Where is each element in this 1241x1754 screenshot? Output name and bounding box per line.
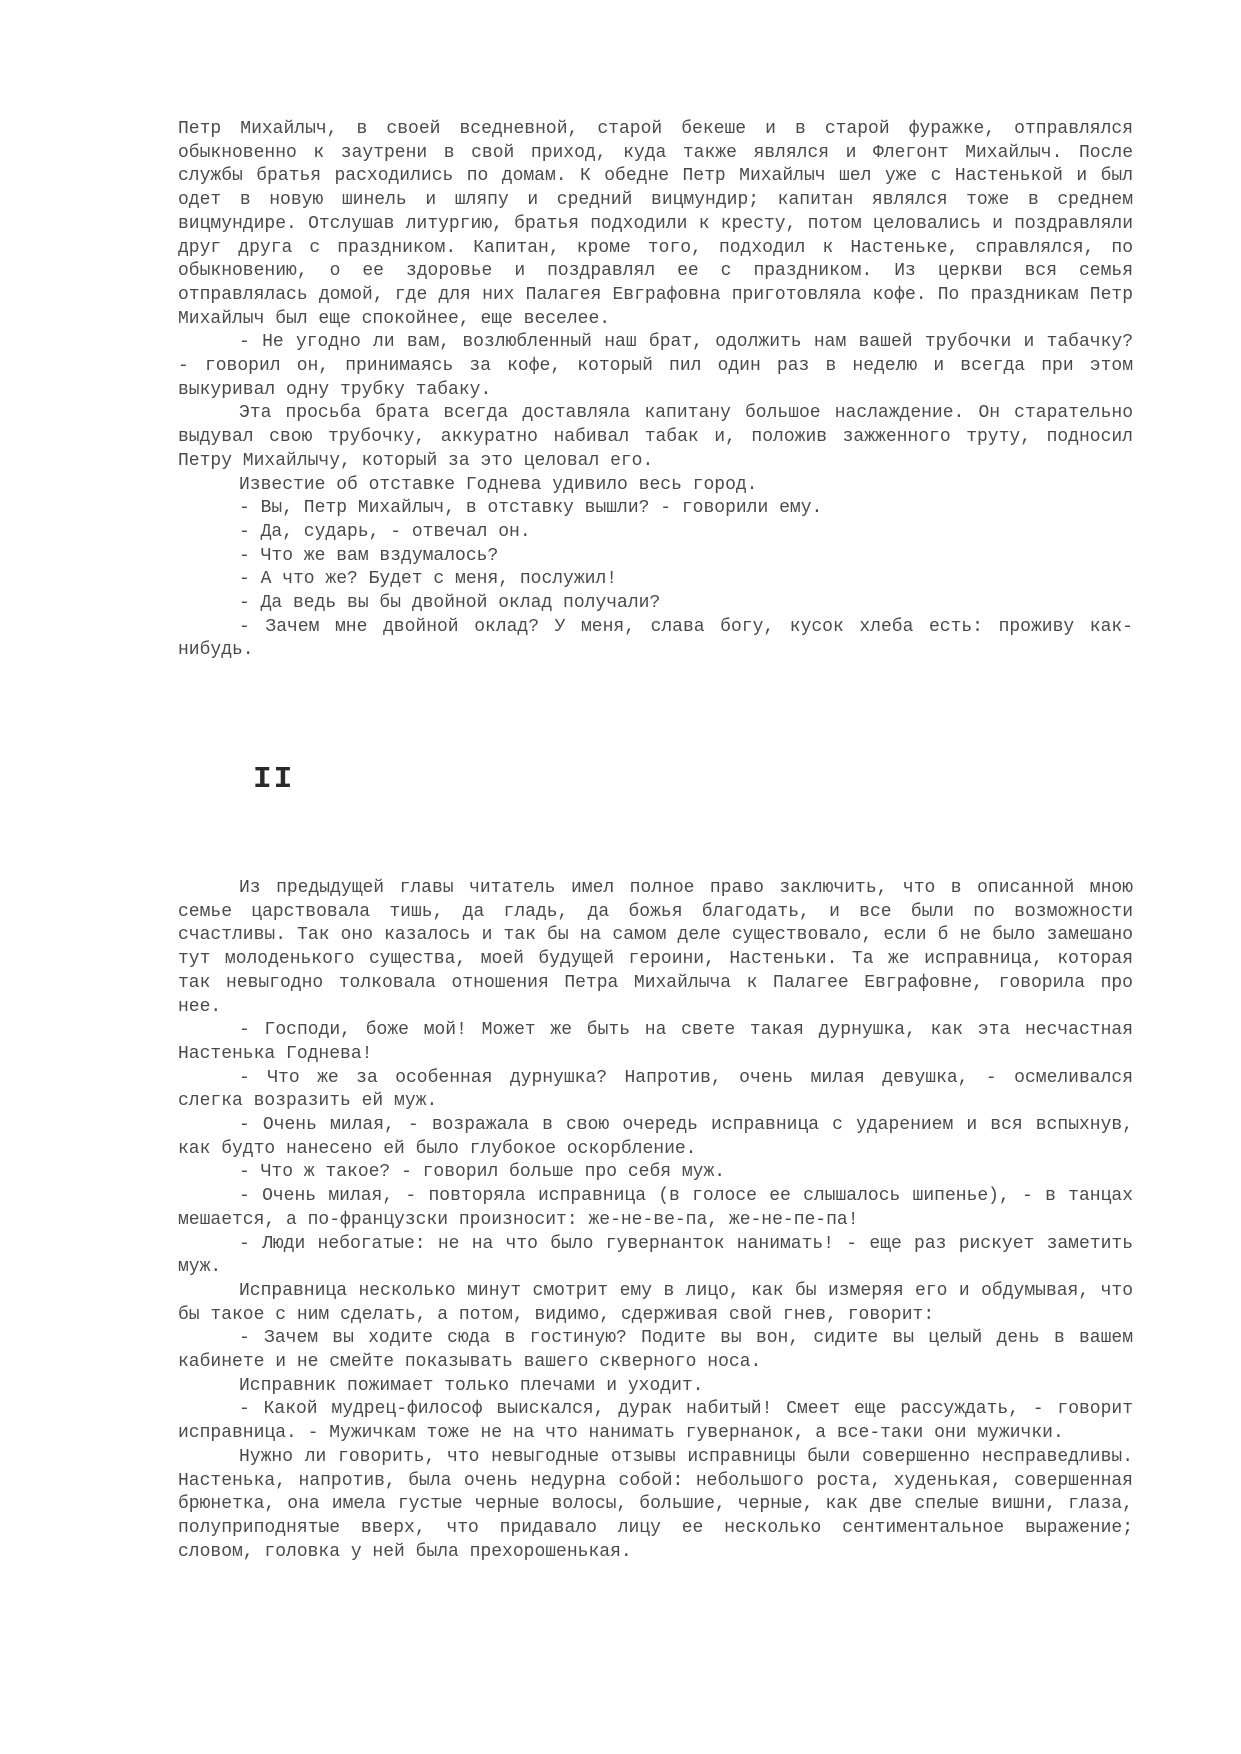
paragraph: - Зачем вы ходите сюда в гостиную? Подите вы вон, сидите вы целый день в вашем кабинете и не смейте показывать вашего скверного носа.: [178, 1328, 1133, 1373]
paragraph: Известие об отставке Годнева удивило весь город.: [239, 474, 758, 495]
paragraph: - Что же за особенная дурнушка? Напротив, очень милая девушка, - осмеливался слегка возразить ей муж.: [178, 1067, 1133, 1112]
paragraph: - Что ж такое? - говорил больше про себя муж.: [239, 1162, 726, 1183]
paragraph: Исправница несколько минут смотрит ему в лицо, как бы измеряя его и обдумывая, что бы такое с ним сделать, а потом, видимо, сдерживая свой гнев, говорит:: [178, 1280, 1133, 1325]
paragraph: - Не угодно ли вам, возлюбленный наш брат, одолжить нам вашей трубочки и табачку? - говорил он, принимаясь за кофе, который пил один раз в неделю и всегда при этом выкуривал одну трубку табаку.: [178, 332, 1133, 400]
chapter-two-body: [178, 877, 1133, 1564]
paragraph: - А что же? Будет с меня, послужил!: [239, 569, 618, 590]
paragraph: - Очень милая, - возражала в свою очередь исправница с ударением и вся вспыхнув, как будто нанесено ей было глубокое оскорбление.: [178, 1115, 1133, 1159]
paragraph: Петр Михайлыч, в своей вседневной, старой бекеше и в старой фуражке, отправлялся обыкновенно к заутрени в свой приход, куда также являлся и Флегонт Михайлыч. После службы братья расходились по домам. К обедне Петр Михайлыч шел уже с Настенькой и был одет в новую шинель и шляпу и средний вицмундир; капитан являлся тоже в среднем вицмундире. Отслушав литургию, братья подходили к кресту, потом целовались и поздравляли друг друга с праздником. Капитан, кроме того, подходил к Настеньке, справлялся, по обыкновению, о ее здоровье и поздравлял ее с праздником. Из церкви вся семья отправлялась домой, где для них Палагея Евграфовна приготовляла кофе. По праздникам Петр Михайлыч был еще спокойнее, еще веселее.: [178, 119, 1133, 329]
paragraph: - Зачем мне двойной оклад? У меня, слава богу, кусок хлеба есть: проживу как-нибудь.: [178, 616, 1133, 661]
paragraph: Нужно ли говорить, что невыгодные отзывы исправницы были совершенно несправедливы. Настенька, напротив, была очень недурна собой: небольшого роста, худенькая, совершенная брюнетка, она имела густые черные волосы, большие, черные, как две спелые вишни, глаза, полуприподнятые вверх, что придавало лицу ее несколько сентиментальное выражение; словом, головка у ней была прехорошенькая.: [178, 1446, 1133, 1562]
paragraph: Эта просьба брата всегда доставляла капитану большое наслаждение. Он старательно выдувал свою трубочку, аккуратно набивал табак и, положив зажженного труту, подносил Петру Михайлычу, который за это целовал его.: [178, 403, 1133, 471]
paragraph: - Какой мудрец-философ выискался, дурак набитый! Смеет еще рассуждать, - говорит исправница. - Мужичкам тоже не на что нанимать гувернанок, а все-таки они мужички.: [178, 1399, 1133, 1444]
paragraph: Исправник пожимает только плечами и уходит.: [239, 1375, 704, 1396]
paragraph: Из предыдущей главы читатель имел полное право заключить, что в описанной мною семье царствовала тишь, да гладь, да божья благодать, и все были по возможности счастливы. Так оно казалось и так бы на самом деле существовало, если б не было замешано тут молоденького существа, моей будущей героини, Настеньки. Та же исправница, которая так невыгодно толковала отношения Петра Михайлыча к Палагее Евграфовне, говорила про нее.: [178, 878, 1133, 1017]
paragraph: - Да, сударь, - отвечал он.: [239, 521, 531, 542]
paragraph: - Господи, боже мой! Может же быть на свете такая дурнушка, как эта несчастная Настенька Годнева!: [178, 1020, 1133, 1064]
paragraph: - Люди небогатые: не на что было гувернанток нанимать! - еще раз рискует заметить муж.: [178, 1233, 1133, 1278]
paragraph: - Что же вам вздумалось?: [239, 545, 499, 566]
chapter-one-ending: [178, 118, 1133, 663]
paragraph: - Вы, Петр Михайлыч, в отставку вышли? - говорили ему.: [239, 498, 823, 519]
chapter-heading: II: [253, 762, 295, 797]
paragraph: - Да ведь вы бы двойной оклад получали?: [239, 593, 661, 614]
paragraph: - Очень милая, - повторяла исправница (в голосе ее слышалось шипенье), - в танцах мешается, а по-французски произносит: же-не-ве-па, же-не-пе-па!: [178, 1186, 1133, 1230]
